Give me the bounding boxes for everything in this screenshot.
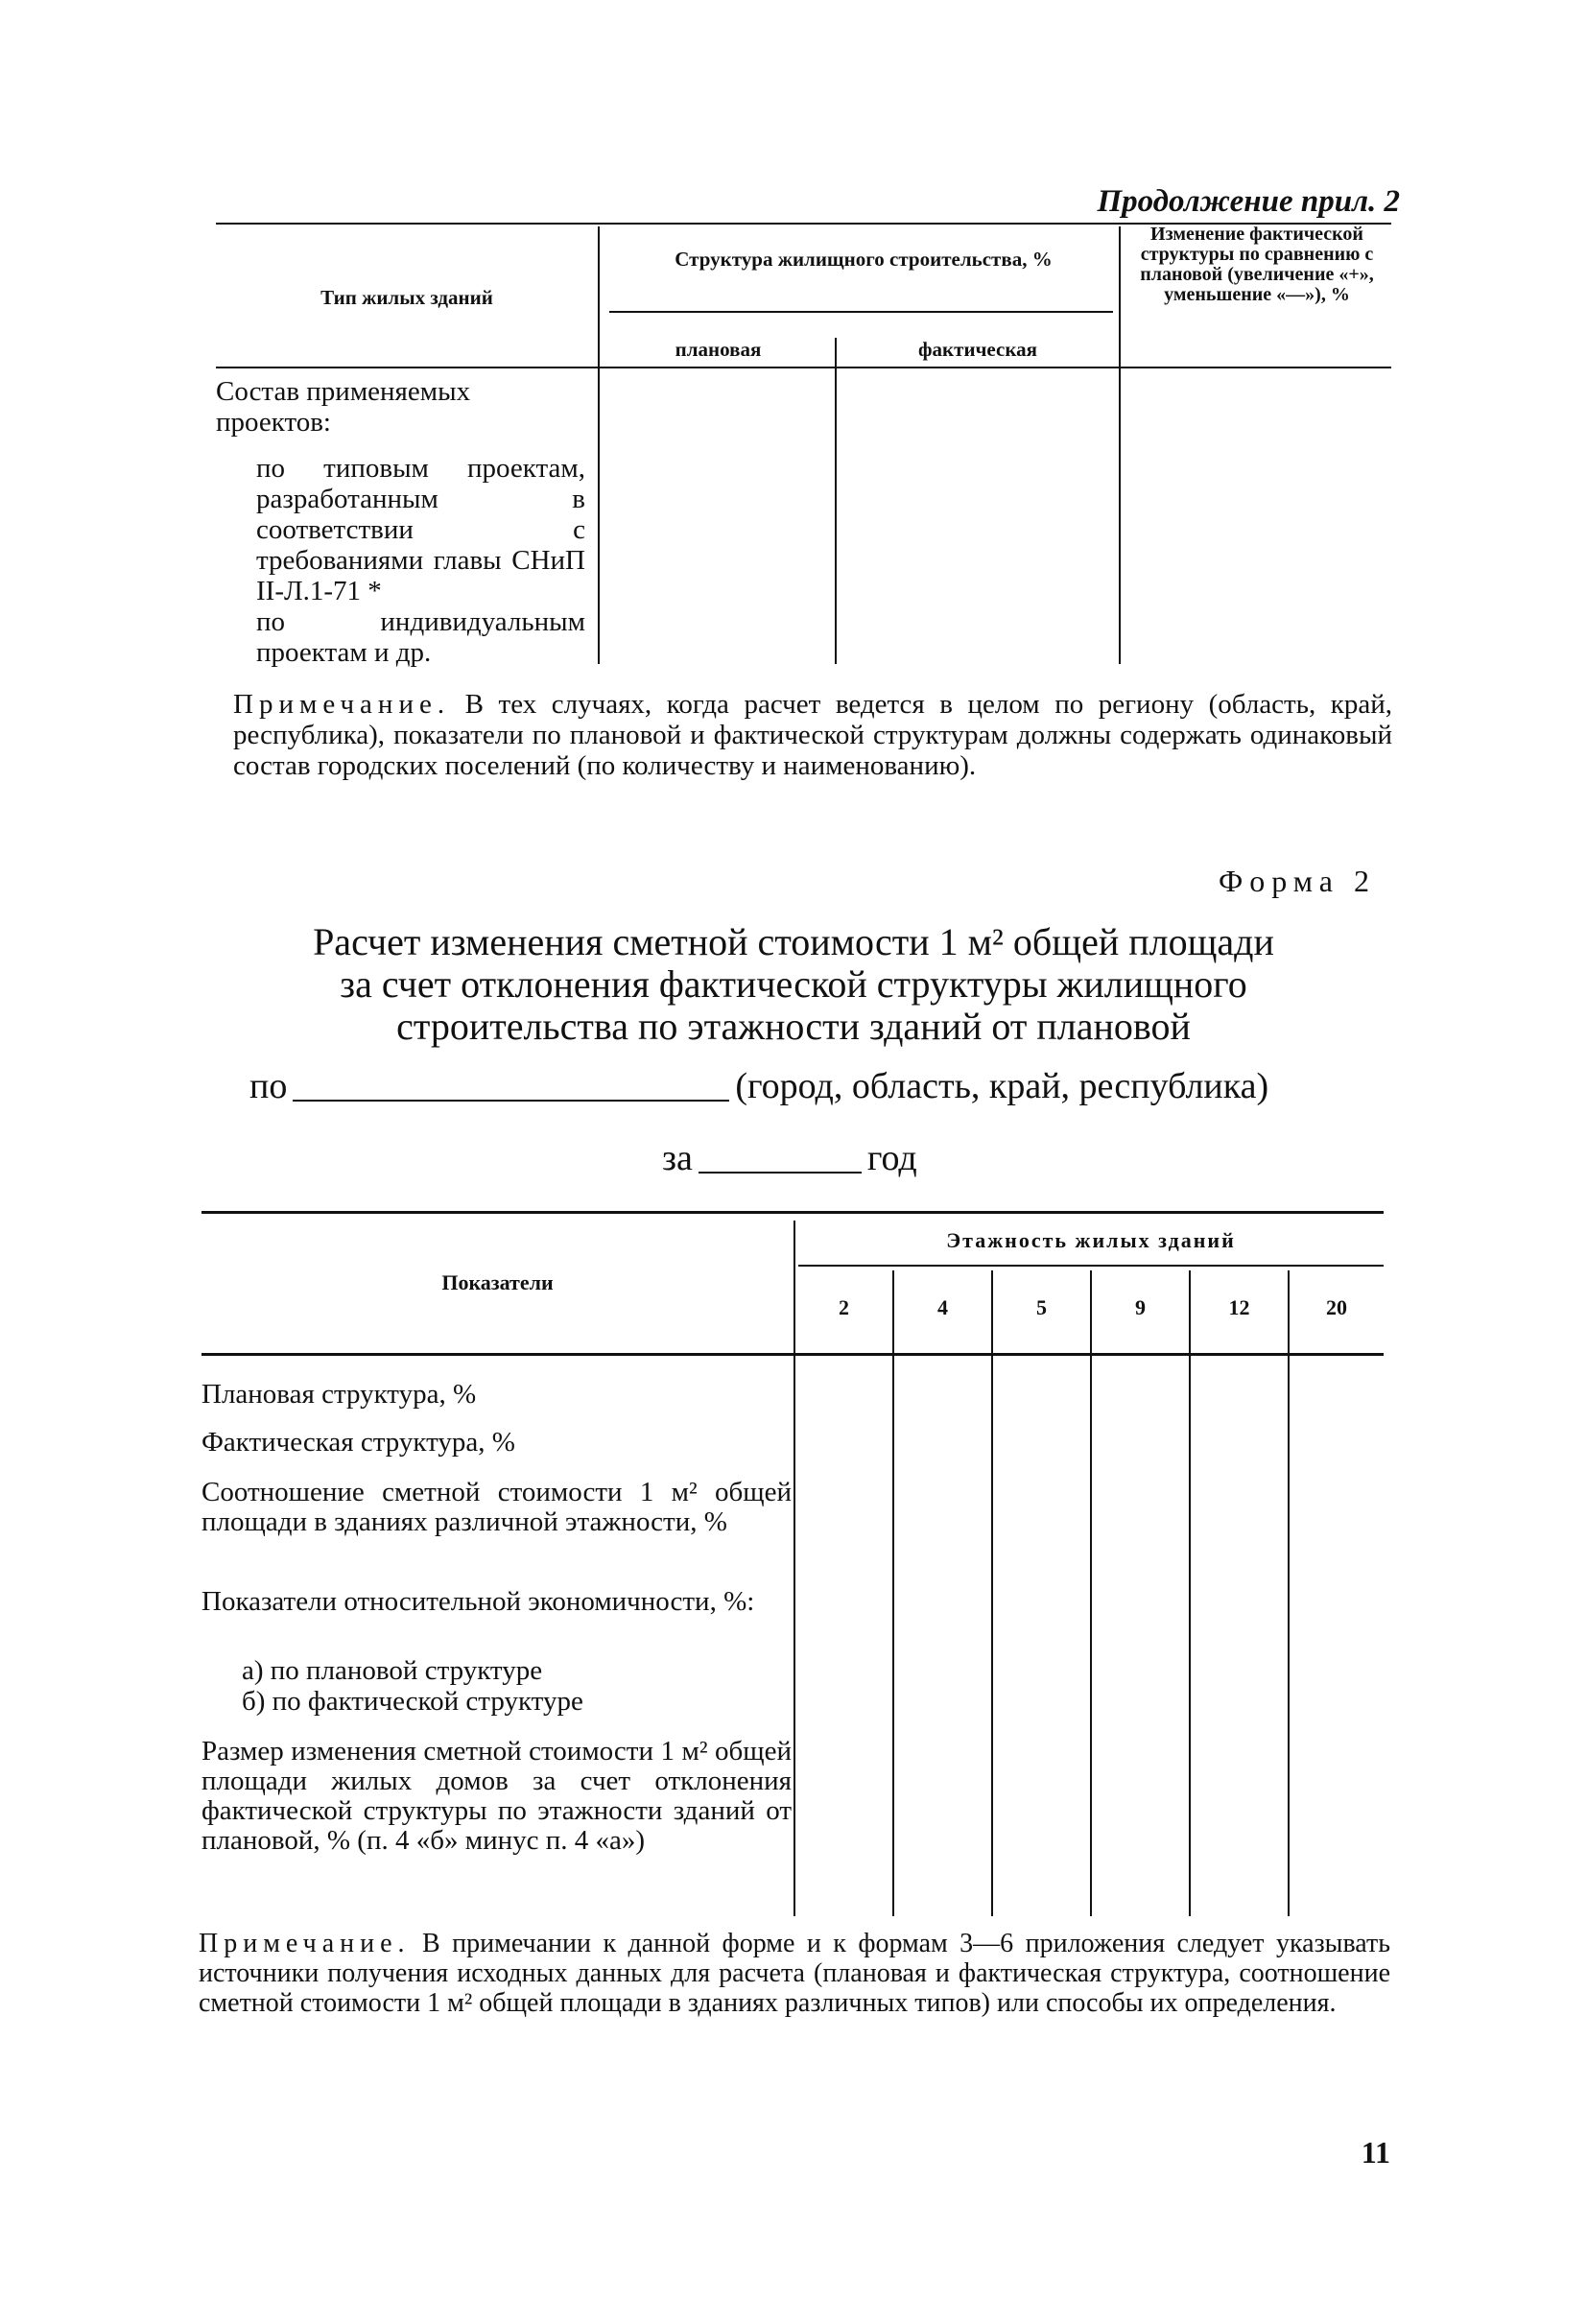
table2-floors-group-header: Этажность жилых зданий [946,1228,1236,1252]
table1-row-title: Состав применяемых проектов: [216,376,471,438]
table2-row-planned: Плановая структура, % [201,1379,477,1410]
table1-vline-1 [598,226,600,664]
note2 [199,1929,1390,2018]
note1-text: В тех случаях, когда расчет ведется в целом по региону (область, край, республика), показатели по плановой и фактической структурам должны содержать одинаковый состав городских поселений (по количеству и наименованию). [233,689,1392,781]
region-blank-field[interactable] [293,1100,729,1102]
table2-row-economy-actual: б) по фактической структуре [242,1686,583,1717]
year-line [662,1137,917,1179]
region-line [249,1065,1268,1107]
table1-col-change-header: Изменение фактической структуры по сравнению с плановой (увеличение «+», уменьшение «—»), % [1140,224,1374,305]
table2-vline-5 [1288,1270,1290,1916]
table1-vline-2 [835,338,837,664]
table2-row-cost-change: Размер изменения сметной стоимости 1 м² общей площади жилых домов за счет отклонения фактической структуры по этажности зданий от плановой, % (п. 4 «б» минус п. 4 «а») [201,1736,792,1856]
table2-floor-header: 9 [1135,1295,1146,1319]
table1-col-type-header: Тип жилых зданий [320,286,493,309]
table2-vline-1 [892,1270,894,1916]
table2-floor-header: 12 [1228,1295,1250,1319]
table2-subheader-rule [798,1265,1384,1267]
year-blank-field[interactable] [699,1172,862,1174]
table2-row-economy-planned: а) по плановой структуре [242,1655,543,1686]
table1-col-structure-header: Структура жилищного строительства, % [675,248,1053,271]
year-prefix: за [662,1138,693,1178]
form-title-line1: Расчет изменения сметной стоимости 1 м² общей площади [313,920,1274,963]
table2-top-rule [201,1211,1384,1214]
table2-floor-header: 20 [1326,1295,1347,1319]
table2-vline-3 [1090,1270,1092,1916]
table1-row-typical: по типовым проектам, разработанным в соответствии с требованиями главы СНиП II-Л.1-71 * [256,453,585,606]
table1-row-individual: по индивидуальным проектам и др. [256,606,585,668]
table2-row-economy: Показатели относительной экономичности, %: [201,1586,755,1617]
table2-row-cost-ratio: Соотношение сметной стоимости 1 м² общей площади в зданиях различной этажности, % [201,1477,792,1537]
region-prefix: по [249,1066,288,1106]
table2-floor-header: 4 [937,1295,948,1319]
year-suffix: год [866,1138,917,1178]
table2-vline-2 [991,1270,993,1916]
note2-text: В примечании к данной форме и к формам 3—6 приложения следует указывать источники получения исходных данных для расчета (плановая и фактическая структура, соотношение сметной стоимости 1 м² общей площади в зданиях различных типов) или способы их определения. [199,1929,1391,2018]
table1-col-planned-header: плановая [675,338,762,361]
table2-col-indicators-header: Показатели [441,1270,554,1294]
floors-cost-table [201,1211,1384,1921]
note1-label: Примечание. [233,689,451,720]
table2-floor-header: 5 [1036,1295,1047,1319]
continuation-label: Продолжение прил. 2 [1097,184,1400,219]
page-number: 11 [1361,2135,1390,2170]
table1-subheader-rule [609,311,1113,313]
note1 [233,689,1392,781]
form-title-line2: за счет отклонения фактической структуры жилищного [340,962,1247,1006]
housing-structure-table [216,223,1391,669]
note2-label: Примечание. [199,1929,411,1958]
table1-header-rule [216,367,1391,368]
table1-vline-3 [1119,226,1121,664]
table1-col-actual-header: фактическая [918,338,1037,361]
table2-vline-4 [1189,1270,1191,1916]
table2-vline-0 [794,1221,795,1916]
form-label: Форма 2 [1218,864,1376,898]
table2-floor-header: 2 [839,1295,849,1319]
table2-row-actual: Фактическая структура, % [201,1427,515,1458]
region-suffix: (город, область, край, республика) [735,1066,1269,1106]
form-title-line3: строительства по этажности зданий от плановой [396,1005,1191,1048]
form-title [0,921,1587,1048]
table2-header-rule [201,1353,1384,1356]
